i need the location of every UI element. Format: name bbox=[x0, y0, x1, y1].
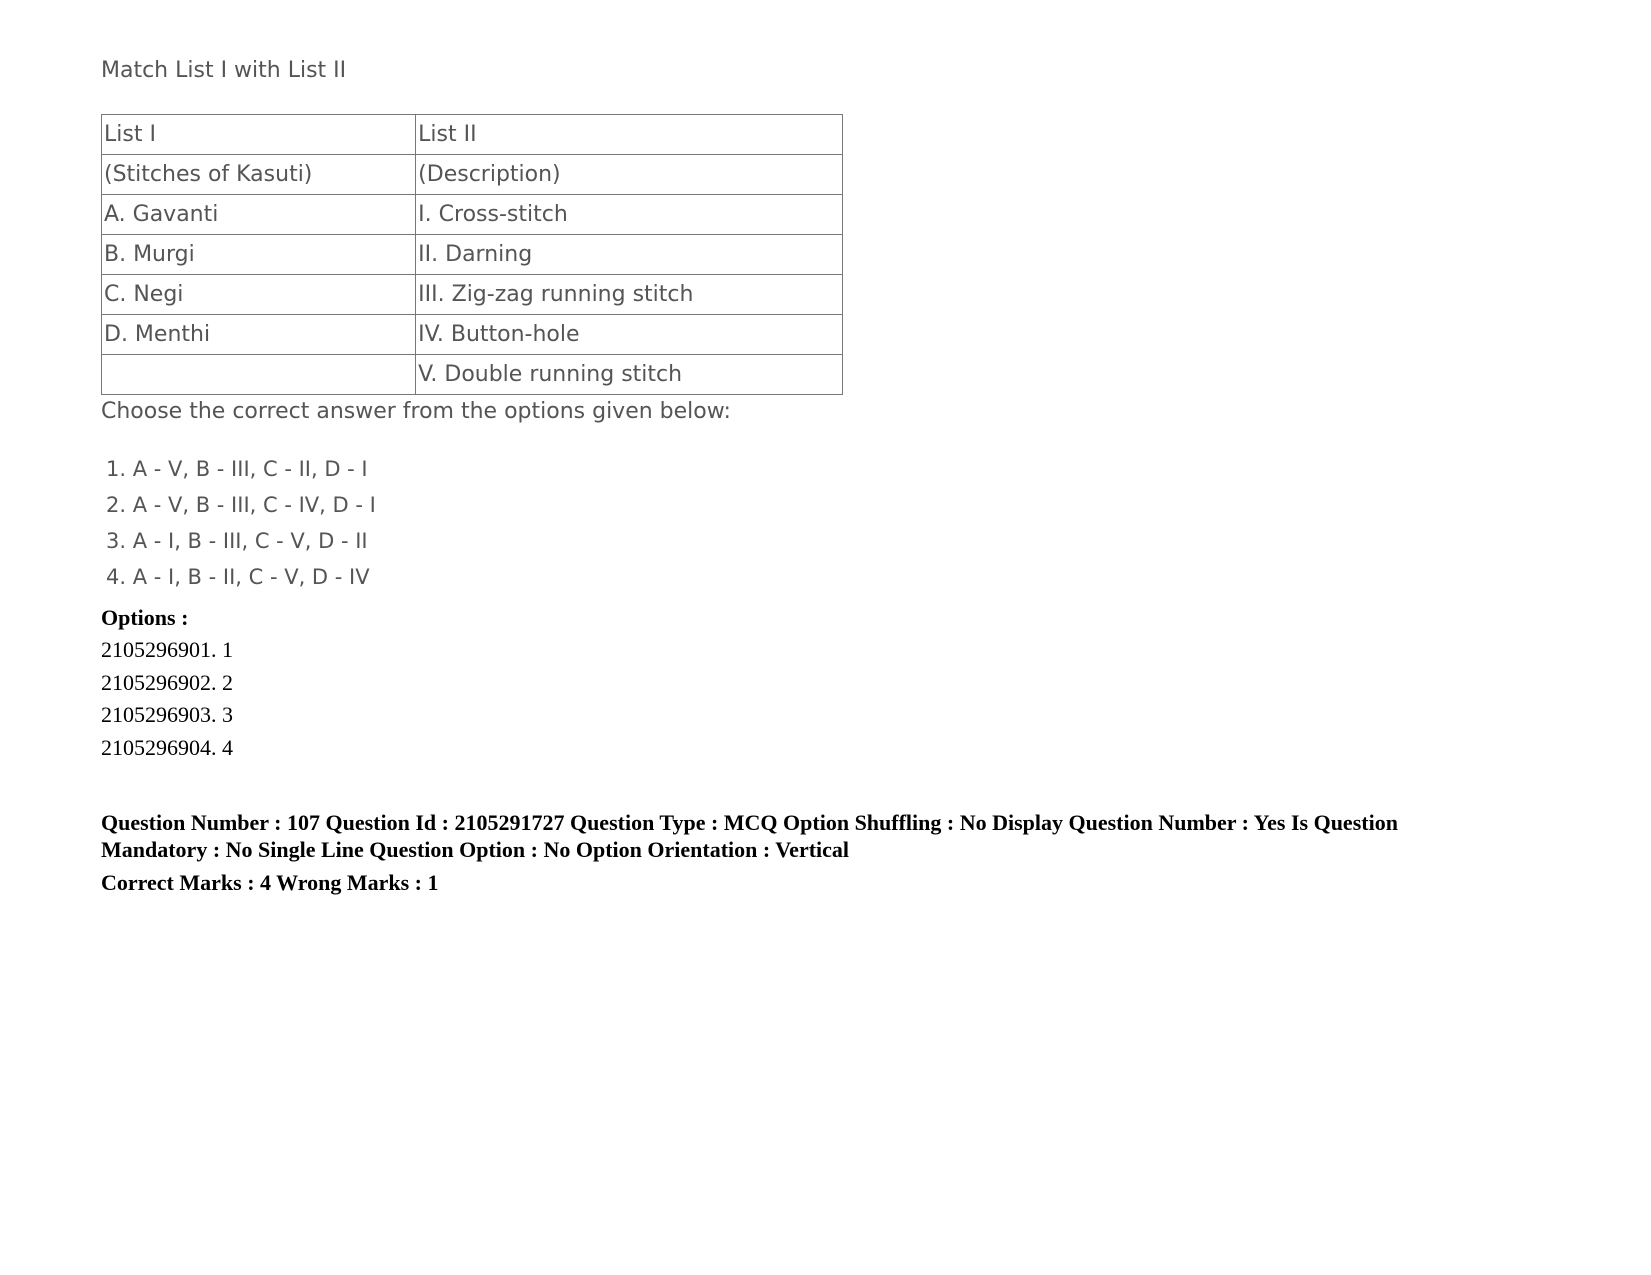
option-item: 2105296901. 1 bbox=[101, 637, 233, 662]
table-cell: A. Gavanti bbox=[102, 195, 416, 235]
answer-item: 2. A - V, B - III, C - IV, D - I bbox=[106, 493, 376, 517]
table-cell: C. Negi bbox=[102, 275, 416, 315]
table-cell: List II bbox=[416, 115, 843, 155]
table-row bbox=[102, 115, 843, 155]
question-instruction: Match List I with List II bbox=[101, 58, 347, 83]
table-cell: III. Zig-zag running stitch bbox=[416, 275, 843, 315]
table-cell: List I bbox=[102, 115, 416, 155]
question-info: Question Number : 107 Question Id : 2105291727 Question Type : MCQ Option Shuffling : No Display Question Number : Yes Is Question Mandatory : No Single Line Question Option : No Option Orientation : Vertical bbox=[101, 810, 1398, 862]
table-row bbox=[102, 315, 843, 355]
table-row bbox=[102, 275, 843, 315]
table-cell: (Stitches of Kasuti) bbox=[102, 155, 416, 195]
table-row bbox=[102, 155, 843, 195]
table-cell: D. Menthi bbox=[102, 315, 416, 355]
choose-instruction: Choose the correct answer from the options given below: bbox=[101, 399, 731, 424]
option-item: 2105296904. 4 bbox=[101, 734, 233, 760]
table-cell: (Description) bbox=[416, 155, 843, 195]
option-list bbox=[101, 634, 233, 764]
answer-item: 4. A - I, B - II, C - V, D - IV bbox=[106, 565, 370, 589]
table-cell: II. Darning bbox=[416, 235, 843, 275]
table-row bbox=[102, 195, 843, 235]
match-table bbox=[101, 114, 843, 395]
question-content bbox=[101, 56, 861, 595]
table-row bbox=[102, 355, 843, 395]
table-row bbox=[102, 235, 843, 275]
answer-item: 3. A - I, B - III, C - V, D - II bbox=[106, 529, 368, 553]
option-item: 2105296903. 3 bbox=[101, 702, 233, 727]
table-cell: I. Cross-stitch bbox=[416, 195, 843, 235]
table-cell: V. Double running stitch bbox=[416, 355, 843, 395]
answer-item: 1. A - V, B - III, C - II, D - I bbox=[106, 457, 368, 481]
options-heading: Options : bbox=[101, 605, 189, 630]
table-cell bbox=[102, 355, 416, 395]
table-cell: B. Murgi bbox=[102, 235, 416, 275]
answer-list bbox=[101, 451, 861, 595]
table-cell: IV. Button-hole bbox=[416, 315, 843, 355]
option-item: 2105296902. 2 bbox=[101, 669, 233, 695]
marks-info: Correct Marks : 4 Wrong Marks : 1 bbox=[101, 870, 439, 895]
